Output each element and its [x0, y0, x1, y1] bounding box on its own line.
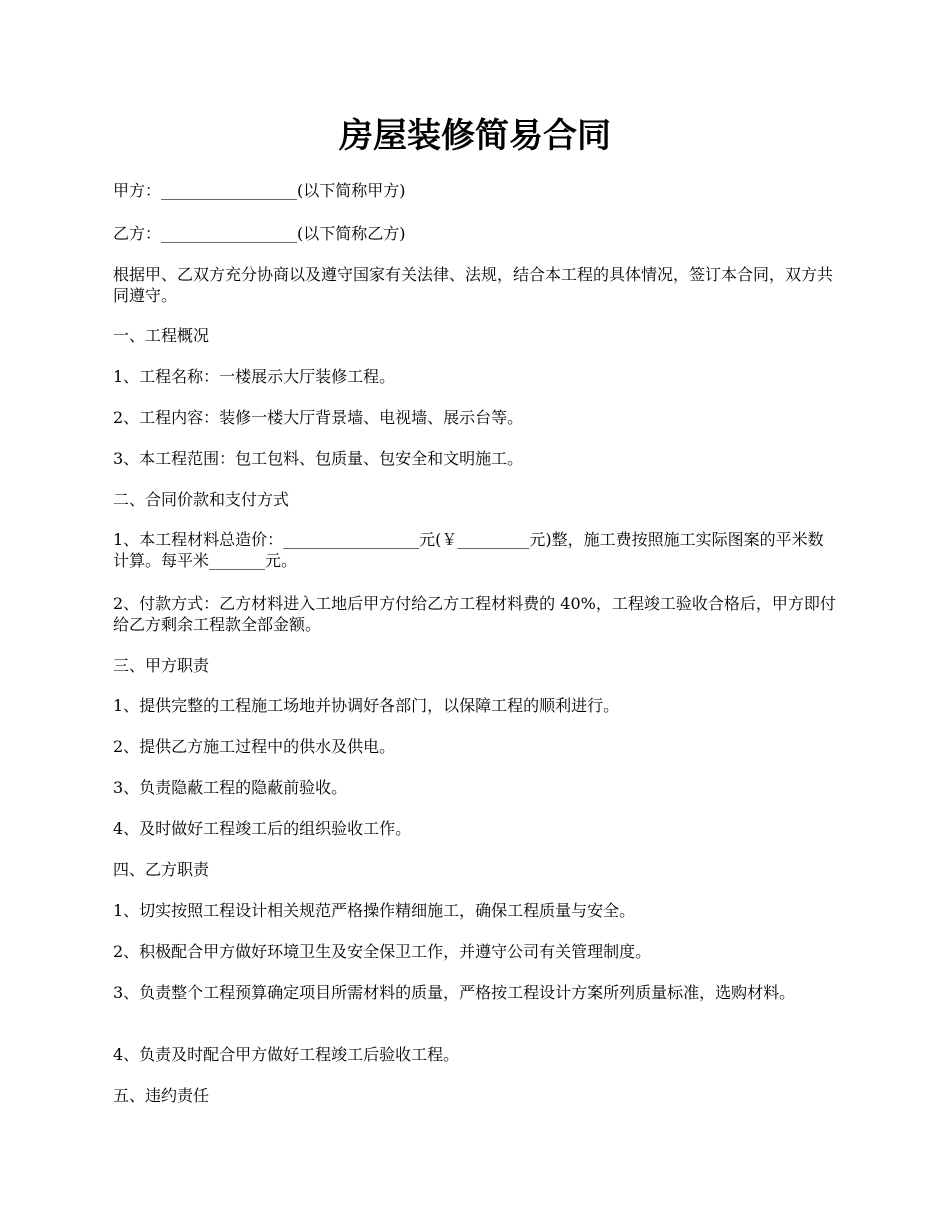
- section2-item-2: 2、付款方式：乙方材料进入工地后甲方付给乙方工程材料费的 40%，工程竣工验收合格后，甲方即付给乙方剩余工程款全部金额。: [113, 594, 836, 634]
- section1-item-2: 2、工程内容：装修一楼大厅背景墙、电视墙、展示台等。: [113, 408, 524, 427]
- section4-item-3: 3、负责整个工程预算确定项目所需材料的质量，严格按工程设计方案所列质量标准，选购材料。: [113, 983, 796, 1002]
- section3-item-1: 1、提供完整的工程施工场地并协调好各部门，以保障工程的顺利进行。: [113, 696, 620, 715]
- section1-item-3: 3、本工程范围：包工包料、包质量、包安全和文明施工。: [113, 449, 524, 468]
- document-title: 房屋装修简易合同: [339, 116, 611, 156]
- section1-item-1: 1、工程名称：一楼展示大厅装修工程。: [113, 367, 396, 386]
- section3-item-4: 4、及时做好工程竣工后的组织验收工作。: [113, 819, 412, 838]
- section4-item-4: 4、负责及时配合甲方做好工程竣工后验收工程。: [113, 1045, 460, 1064]
- section-heading-party-a-duties: 三、甲方职责: [113, 656, 210, 675]
- section-heading-project-overview: 一、工程概况: [113, 326, 210, 345]
- section-heading-price-payment: 二、合同价款和支付方式: [113, 490, 290, 509]
- section3-item-2: 2、提供乙方施工过程中的供水及供电。: [113, 737, 396, 756]
- section-heading-breach-liability: 五、违约责任: [113, 1086, 210, 1105]
- section4-item-1: 1、切实按照工程设计相关规范严格操作精细施工，确保工程质量与安全。: [113, 901, 636, 920]
- section2-item-1: 1、本工程材料总造价：_________________元(￥_________元)整，施工费按照施工实际图案的平米数计算。每平米_______元。: [113, 530, 824, 570]
- section-heading-party-b-duties: 四、乙方职责: [113, 860, 210, 879]
- party-a-line: 甲方：_________________(以下简称甲方): [113, 181, 406, 200]
- section3-item-3: 3、负责隐蔽工程的隐蔽前验收。: [113, 778, 348, 797]
- section4-item-2: 2、积极配合甲方做好环境卫生及安全保卫工作，并遵守公司有关管理制度。: [113, 942, 652, 961]
- party-b-line: 乙方：_________________(以下简称乙方): [113, 224, 406, 243]
- preamble-paragraph: 根据甲、乙双方充分协商以及遵守国家有关法律、法规，结合本工程的具体情况，签订本合同，双方共同遵守。: [113, 265, 834, 305]
